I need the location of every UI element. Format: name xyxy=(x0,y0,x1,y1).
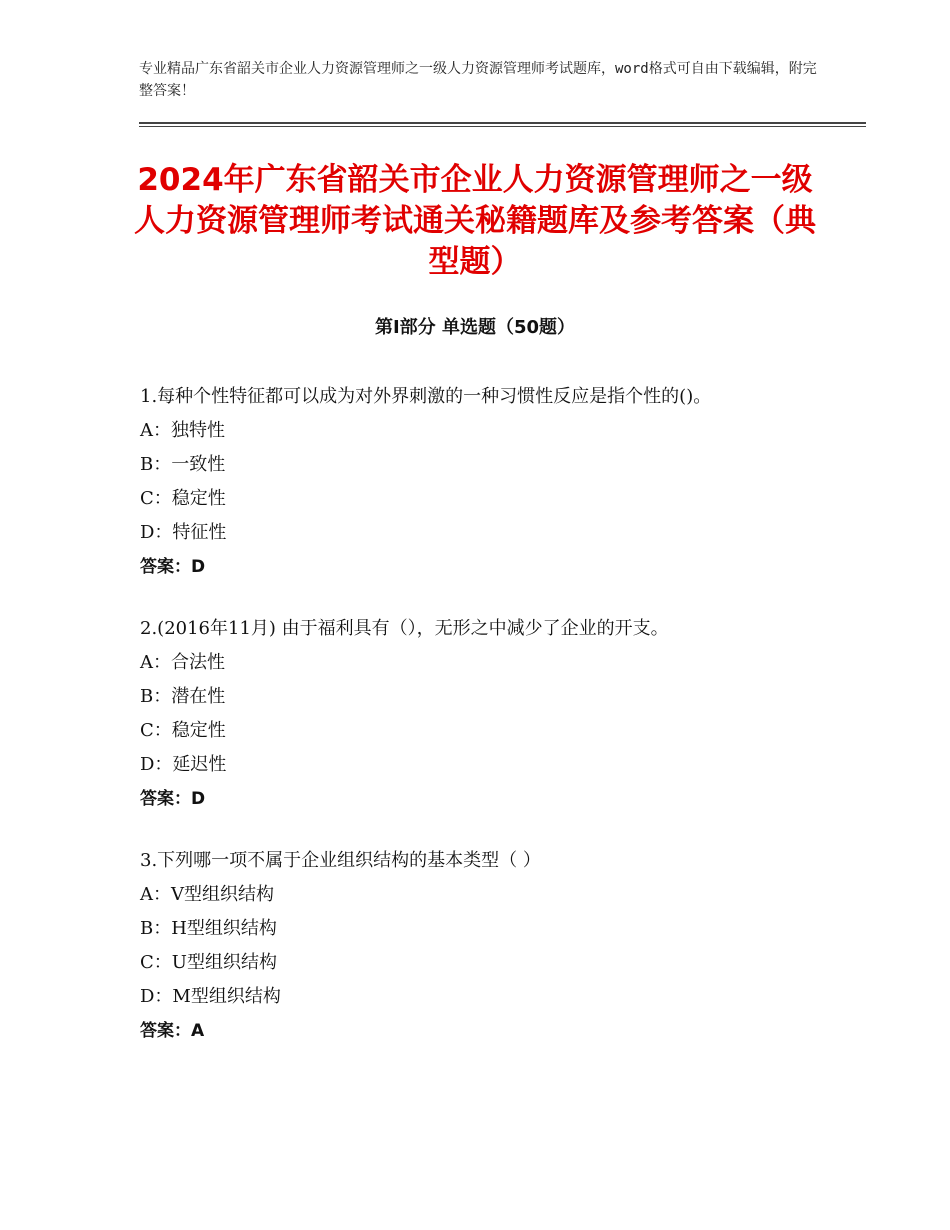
option-a: A：V型组织结构 xyxy=(140,884,274,905)
option-a: A：独特性 xyxy=(140,420,225,441)
question-stem: 2.(2016年11月) 由于福利具有（），无形之中减少了企业的开支。 xyxy=(140,618,669,639)
document-title: 2024年广东省韶关市企业人力资源管理师之一级人力资源管理师考试通关秘籍题库及参考答案（典型题） xyxy=(134,162,816,280)
option-b: B：潜在性 xyxy=(140,686,226,707)
question-list xyxy=(140,383,820,1079)
header-divider-thick xyxy=(139,122,866,124)
option-c: C：稳定性 xyxy=(140,720,226,741)
question-2 xyxy=(140,615,820,813)
answer: 答案：D xyxy=(140,557,206,577)
option-c: C：U型组织结构 xyxy=(140,952,277,973)
option-d: D：延迟性 xyxy=(140,754,227,775)
option-a: A：合法性 xyxy=(140,652,225,673)
answer: 答案：A xyxy=(140,1021,205,1041)
question-3 xyxy=(140,847,820,1045)
option-d: D：特征性 xyxy=(140,522,227,543)
option-b: B：H型组织结构 xyxy=(140,918,277,939)
option-d: D：M型组织结构 xyxy=(140,986,281,1007)
section-title: 第Ⅰ部分 单选题（50题） xyxy=(374,317,575,338)
header-note: 专业精品广东省韶关市企业人力资源管理师之一级人力资源管理师考试题库，word格式可自由下载编辑，附完整答案！ xyxy=(139,61,817,99)
option-c: C：稳定性 xyxy=(140,488,226,509)
question-stem: 3.下列哪一项不属于企业组织结构的基本类型（ ） xyxy=(140,850,541,871)
option-b: B：一致性 xyxy=(140,454,226,475)
question-stem: 1.每种个性特征都可以成为对外界刺激的一种习惯性反应是指个性的()。 xyxy=(140,386,712,407)
answer: 答案：D xyxy=(140,789,206,809)
header-divider-thin xyxy=(139,126,866,127)
question-1 xyxy=(140,383,820,581)
